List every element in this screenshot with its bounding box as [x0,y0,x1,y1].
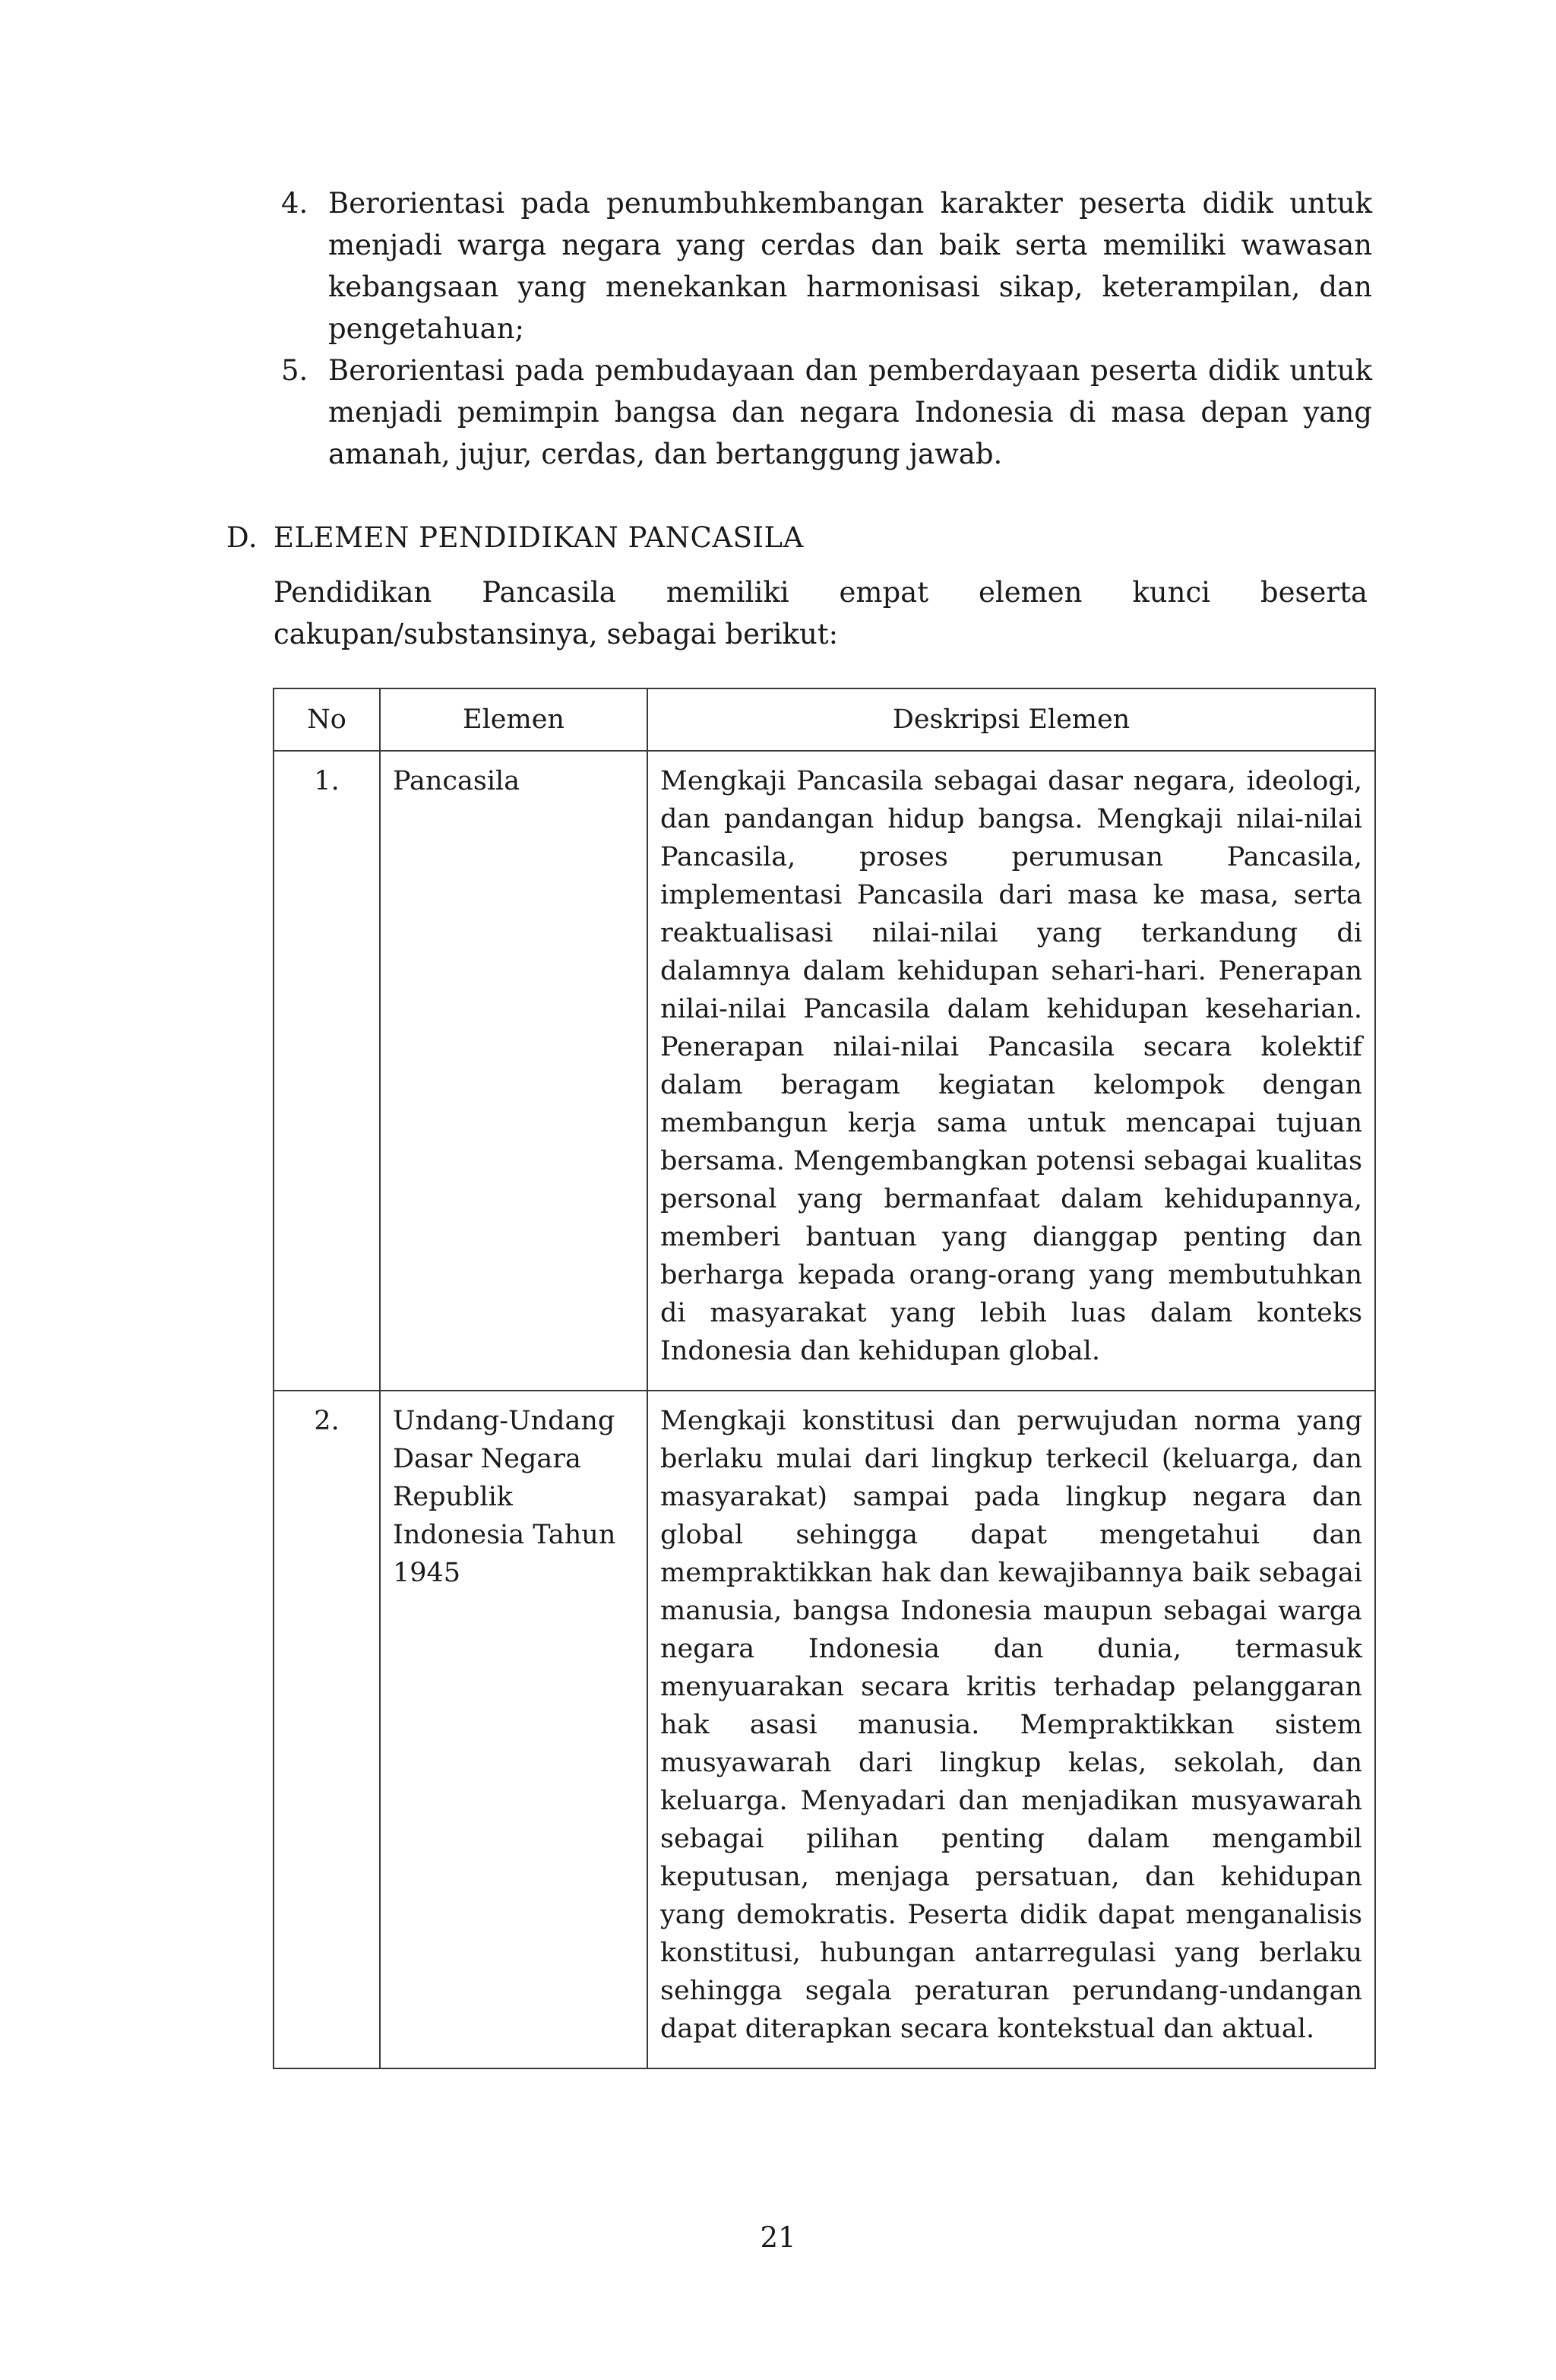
list-item-text: Berorientasi pada pembudayaan dan pemberdayaan peserta didik untuk menjadi pemimpin bangsa dan negara Indonesia di masa depan yang amanah, jujur, cerdas, dan bertanggung jawab. [328,354,1372,470]
intro-line-2: cakupan/substansinya, sebagai berikut: [274,618,839,650]
header-no: No [274,688,380,751]
table-row [274,751,1375,1391]
row-number: 1. [274,751,380,1391]
section-letter: D. [226,521,258,554]
row-element: Undang-Undang Dasar Negara Republik Indonesia Tahun 1945 [380,1391,647,2068]
list-item-number: 4. [281,187,308,220]
list-item [281,182,1372,350]
row-description: Mengkaji konstitusi dan perwujudan norma yang berlaku mulai dari lingkup terkecil (keluarga, dan masyarakat) sampai pada lingkup negara dan global sehingga dapat mengetahui dan mempraktikkan hak dan kewajibannya baik sebagai manusia, bangsa Indonesia maupun sebagai warga negara Indonesia dan dunia, termasuk menyuarakan secara kritis terhadap pelanggaran hak asasi manusia. Mempraktikkan sistem musyawarah dari lingkup kelas, sekolah, dan keluarga. Menyadari dan menjadikan musyawarah sebagai pilihan penting dalam mengambil keputusan, menjaga persatuan, dan kehidupan yang demokratis. Peserta didik dapat menganalisis konstitusi, hubungan antarregulasi yang berlaku sehingga segala peraturan perundang-undangan dapat diterapkan secara kontekstual dan aktual. [647,1391,1375,2068]
header-description: Deskripsi Elemen [647,688,1375,751]
elements-table [273,688,1376,2069]
row-description: Mengkaji Pancasila sebagai dasar negara, ideologi, dan pandangan hidup bangsa. Mengkaji nilai-nilai Pancasila, proses perumusan Pancasila, implementasi Pancasila dari masa ke masa, serta reaktualisasi nilai-nilai yang terkandung di dalamnya dalam kehidupan sehari-hari. Penerapan nilai-nilai Pancasila dalam kehidupan keseharian. Penerapan nilai-nilai Pancasila secara kolektif dalam beragam kegiatan kelompok dengan membangun kerja sama untuk mencapai tujuan bersama. Mengembangkan potensi sebagai kualitas personal yang bermanfaat dalam kehidupannya, memberi bantuan yang dianggap penting dan berharga kepada orang-orang yang membutuhkan di masyarakat yang lebih luas dalam konteks Indonesia dan kehidupan global. [647,751,1375,1391]
page-number: 21 [760,2221,796,2254]
section-heading [226,517,804,559]
header-element: Elemen [380,688,647,751]
intro-paragraph [274,571,1368,655]
table-row [274,1391,1375,2068]
numbered-list [281,182,1372,475]
section-title: ELEMEN PENDIDIKAN PANCASILA [274,521,804,554]
intro-line-1: Pendidikan Pancasila memiliki empat elemen kunci beserta [274,576,1368,609]
list-item-number: 5. [281,354,308,387]
table-header-row [274,688,1375,751]
list-item-text: Berorientasi pada penumbuhkembangan karakter peserta didik untuk menjadi warga negara yang cerdas dan baik serta memiliki wawasan kebangsaan yang menekankan harmonisasi sikap, keterampilan, dan pengetahuan; [328,187,1372,345]
row-number: 2. [274,1391,380,2068]
list-item [281,350,1372,475]
row-element: Pancasila [380,751,647,1391]
